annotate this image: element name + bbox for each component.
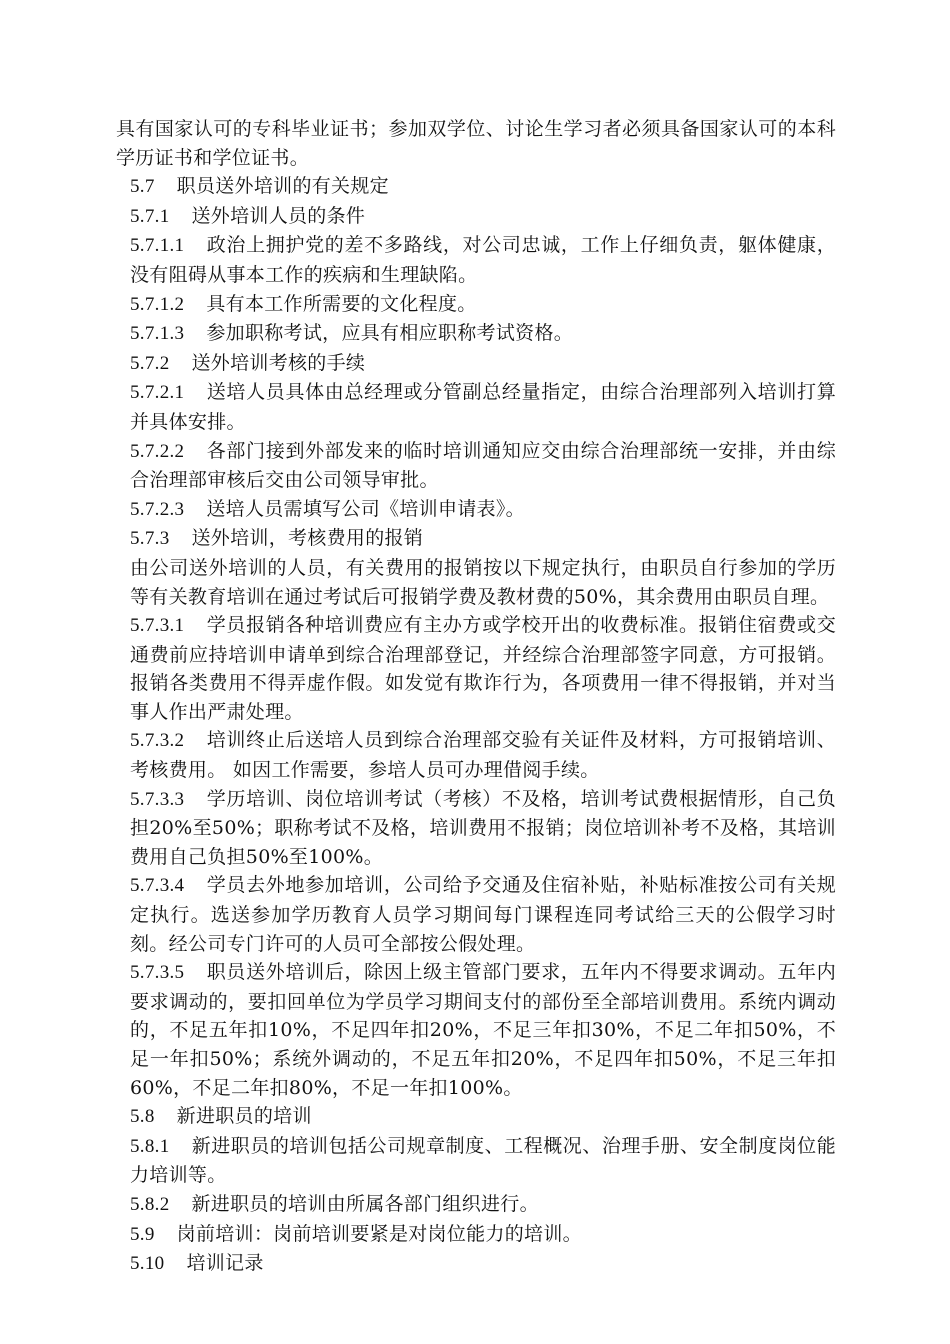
paragraph-continuation: 具有国家认可的专科毕业证书；参加双学位、讨论生学习者必须具备国家认可的本科学历证书和学位证书。 [116,118,836,169]
clause-5-7-1-3: 5.7.1.3 参加职称考试，应具有相应职称考试资格。 [130,322,574,345]
clause-5-7-3-3: 5.7.3.3 学历培训、岗位培训考试（考核）不及格，培训考试费根据情形，自己负担20%至50%；职称考试不及格，培训费用不报销；岗位培训补考不及格，其培训费用自己负担50%至100%。 [130,787,836,868]
clause-5-7-3-1: 5.7.3.1 学员报销各种培训费应有主办方或学校开出的收费标准。报销住宿费或交通费前应持培训申请单到综合治理部登记，并经综合治理部签字同意，方可报销。报销各类费用不得弄虚作假。如发觉有欺诈行为，各项费用一律不得报销，并对当事人作出严肃处理。 [130,614,836,723]
clause-5-8-2: 5.8.2 新进职员的培训由所属各部门组织进行。 [130,1192,539,1215]
clause-5-7-2-1: 5.7.2.1 送培人员具体由总经理或分管副总经量指定，由综合治理部列入培训打算并具体安排。 [130,381,836,433]
section-5-8-heading: 5.8 新进职员的培训 [130,1105,312,1128]
clause-5-7-1-1: 5.7.1.1 政治上拥护党的差不多路线，对公司忠诚，工作上仔细负责，躯体健康，没有阻碍从事本工作的疾病和生理缺陷。 [130,234,836,286]
section-5-7-2-heading: 5.7.2 送外培训考核的手续 [130,351,366,374]
clause-5-7-2-2: 5.7.2.2 各部门接到外部发来的临时培训通知应交由综合治理部统一安排，并由综合治理部审核后交由公司领导审批。 [130,439,836,492]
clause-5-7-2-3: 5.7.2.3 送培人员需填写公司《培训申请表》。 [130,497,525,520]
section-5-10-heading: 5.10 培训记录 [130,1252,264,1275]
clause-5-7-1-2: 5.7.1.2 具有本工作所需要的文化程度。 [130,292,477,315]
section-5-9: 5.9 岗前培训：岗前培训要紧是对岗位能力的培训。 [130,1222,582,1245]
section-5-7-3-intro: 由公司送外培训的人员，有关费用的报销按以下规定执行，由职员自行参加的学历等有关教育培训在通过考试后可报销学费及教材费的50%，其余费用由职员自理。 [130,556,836,608]
clause-5-7-3-5: 5.7.3.5 职员送外培训后，除因上级主管部门要求，五年内不得要求调动。五年内要求调动的，要扣回单位为学员学习期间支付的部份至全部培训费用。系统内调动的，不足五年扣10%，不足四年扣20%，不足三年扣30%，不足二年扣50%，不足一年扣50%；系统外调动的，不足五年扣20%，不足四年扣50%，不足三年扣60%，不足二年扣80%，不足一年扣100%。 [130,961,836,1099]
clause-5-8-1: 5.8.1 新进职员的培训包括公司规章制度、工程概况、治理手册、安全制度岗位能力培训等。 [130,1134,836,1187]
clause-5-7-3-2: 5.7.3.2 培训终止后送培人员到综合治理部交验有关证件及材料，方可报销培训、考核费用。 如因工作需要，参培人员可办理借阅手续。 [130,729,836,782]
section-5-7-3-heading: 5.7.3 送外培训，考核费用的报销 [130,527,424,550]
section-5-7-1-heading: 5.7.1 送外培训人员的条件 [130,204,366,227]
section-5-7-heading: 5.7 职员送外培训的有关规定 [130,175,389,198]
clause-5-7-3-4: 5.7.3.4 学员去外地参加培训，公司给予交通及住宿补贴，补贴标准按公司有关规定执行。选送参加学历教育人员学习期间每门课程连同考试给三天的公假学习时刻。经公司专门许可的人员可全部按公假处理。 [130,874,836,955]
document-body [116,115,836,1279]
